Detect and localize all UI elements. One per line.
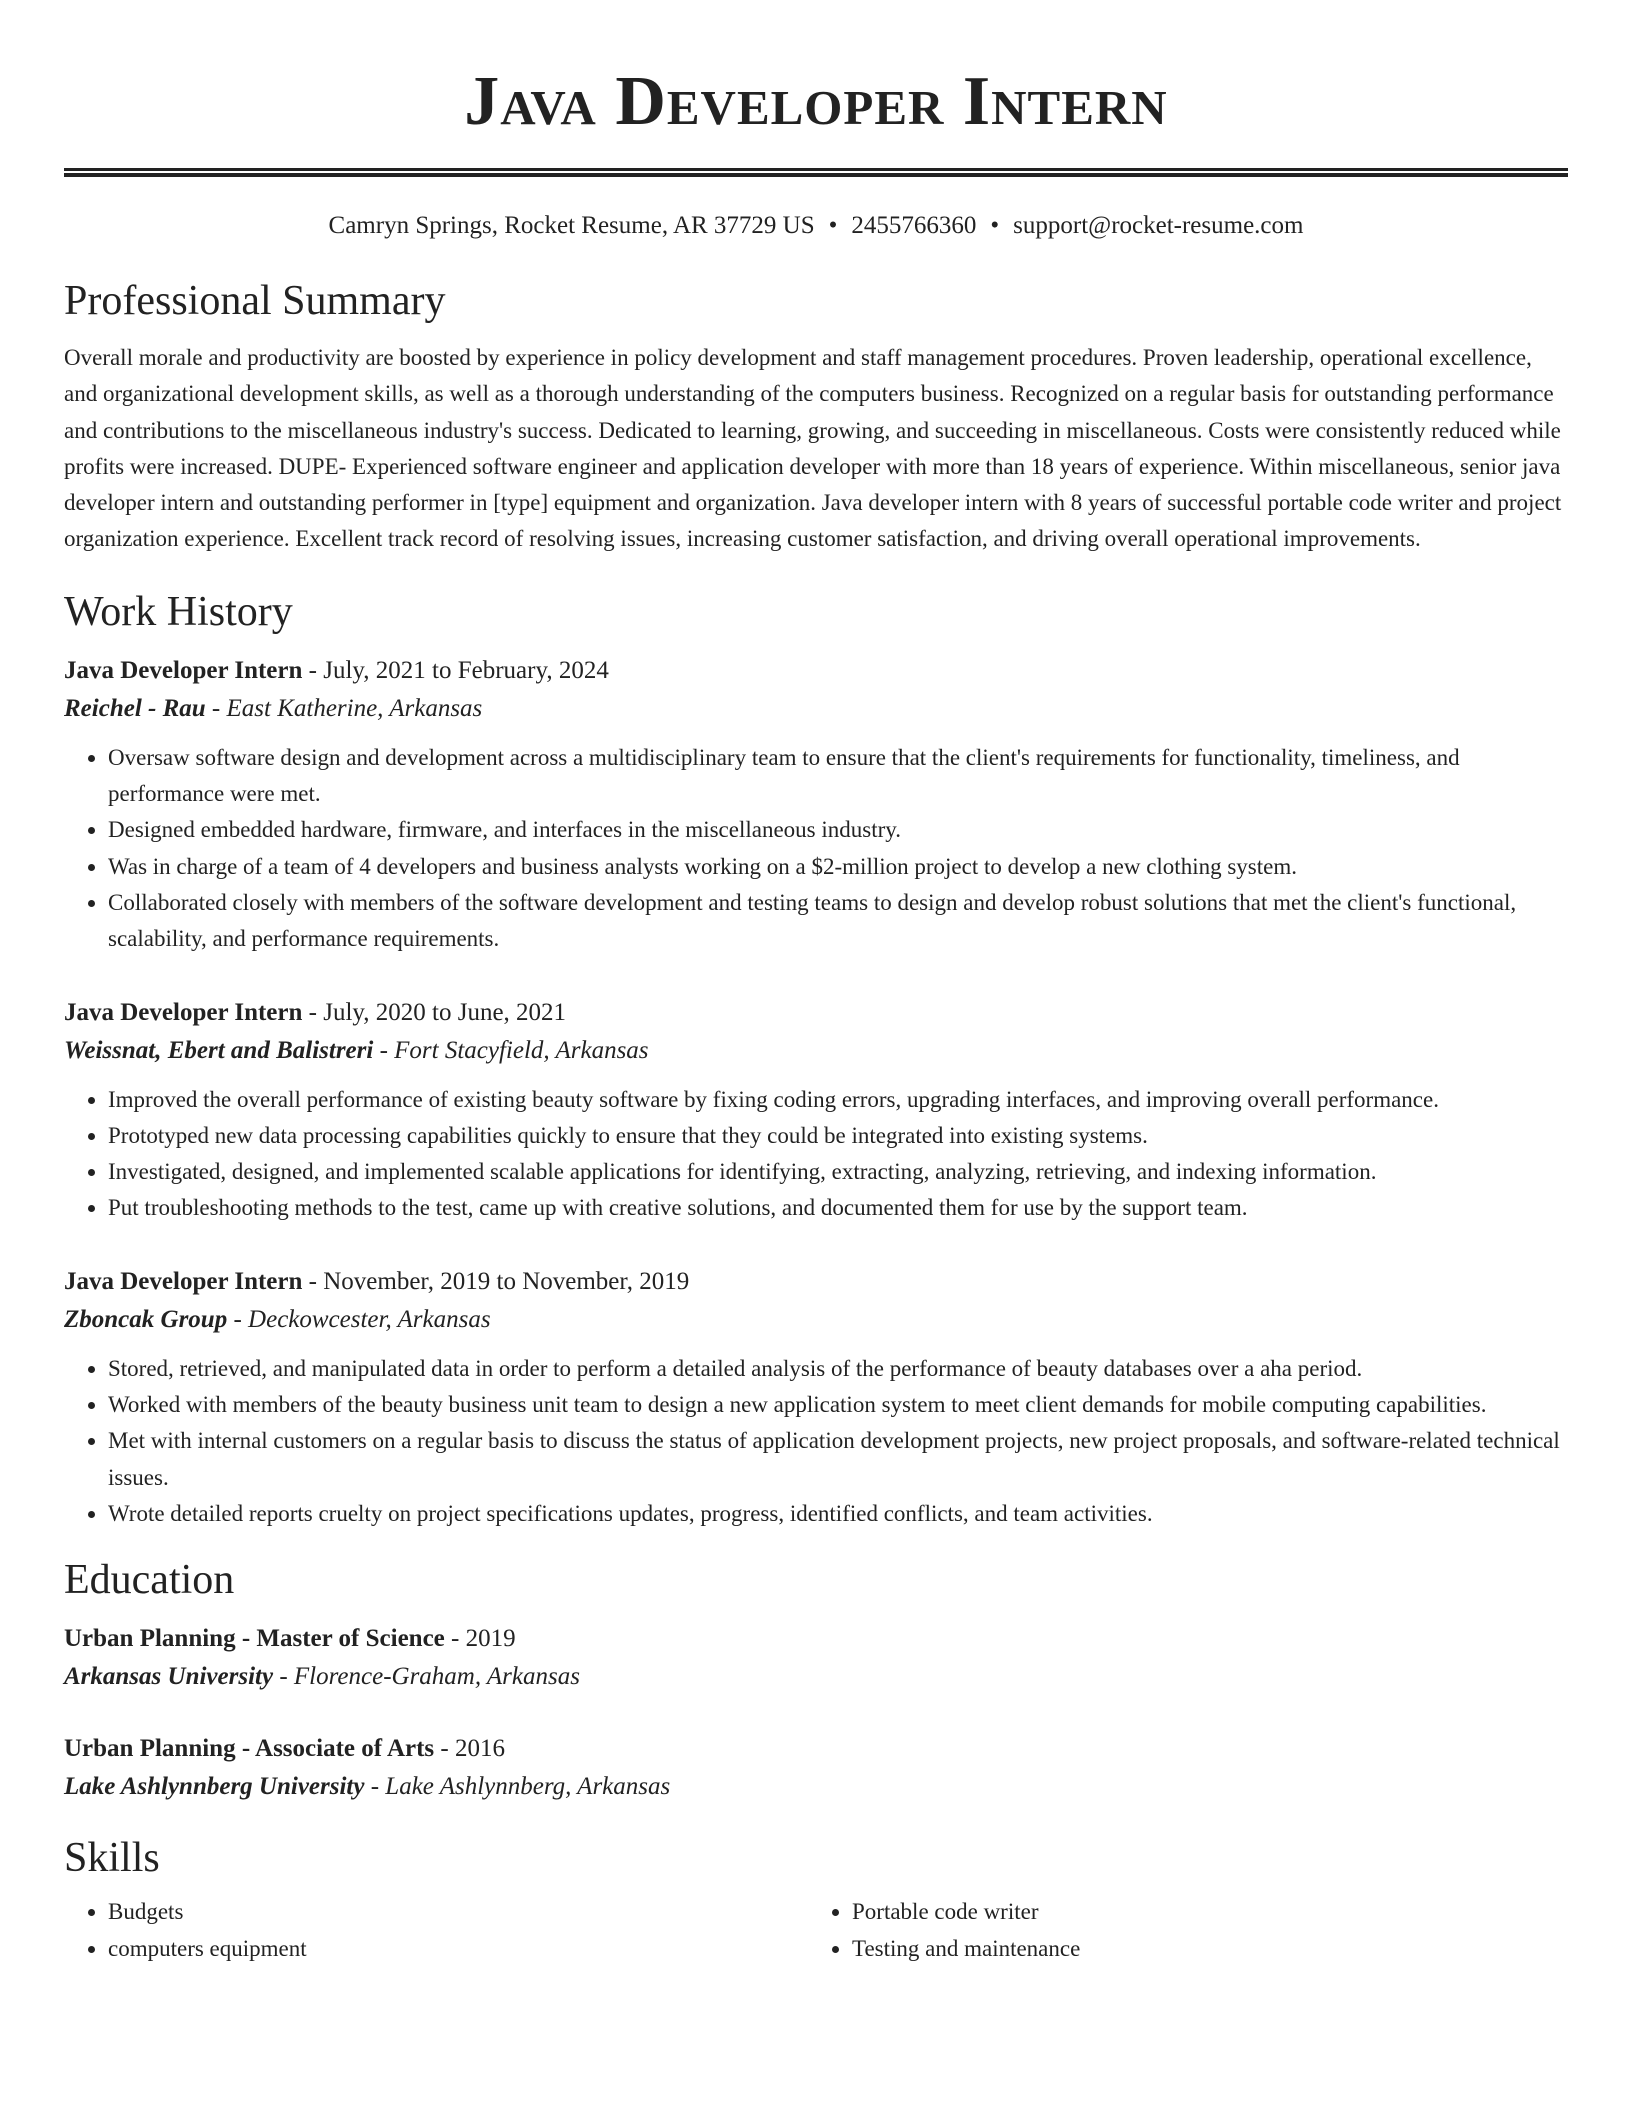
summary-section (64, 275, 1568, 558)
job-title: Java Developer Intern (64, 656, 303, 684)
contact-separator: • (990, 212, 1000, 239)
job-bullet: • Prototyped new data processing capabilities quickly to ensure that they could be integrated into existing systems. (108, 1118, 1568, 1154)
education-school-line (64, 1658, 1568, 1696)
work-history-section (64, 586, 1568, 1532)
contact-address: Camryn Springs, Rocket Resume, AR 37729 US (328, 212, 815, 239)
job-location: - East Katherine, Arkansas (205, 694, 483, 722)
education-entry (64, 1730, 1568, 1806)
skill-item: • Budgets (108, 1894, 808, 1930)
skill-item: • Portable code writer (852, 1894, 1568, 1930)
contact-email: support@rocket-resume.com (1013, 212, 1304, 239)
contact-phone: 2455766360 (851, 212, 977, 239)
job-title-line (64, 994, 1568, 1032)
education-year: - 2019 (444, 1625, 516, 1653)
job-entry (64, 1263, 1568, 1532)
job-title: Java Developer Intern (64, 1267, 303, 1295)
education-location: - Florence-Graham, Arkansas (273, 1663, 580, 1691)
skill-item: • computers equipment (108, 1931, 808, 1967)
job-title-line (64, 652, 1568, 690)
education-degree: Urban Planning - Master of Science (64, 1625, 445, 1653)
education-location: - Lake Ashlynnberg, Arkansas (364, 1773, 671, 1801)
job-bullet: • Worked with members of the beauty business unit team to design a new application system to meet client demands for mobile computing capabilities. (108, 1387, 1568, 1423)
education-degree-line (64, 1620, 1568, 1658)
job-entry (64, 994, 1568, 1227)
education-degree-line (64, 1730, 1568, 1768)
job-bullet: • Designed embedded hardware, firmware, and interfaces in the miscellaneous industry. (108, 812, 1568, 848)
job-location: - Fort Stacyfield, Arkansas (373, 1036, 649, 1064)
job-dates: - July, 2020 to June, 2021 (302, 998, 567, 1026)
education-heading: Education (64, 1557, 235, 1604)
job-company-line (64, 690, 1568, 728)
job-bullets (64, 1082, 1568, 1227)
education-school: Arkansas University (64, 1663, 274, 1691)
job-bullet: • Put troubleshooting methods to the test, came up with creative solutions, and documented them for use by the support team. (108, 1190, 1568, 1226)
summary-heading: Professional Summary (64, 278, 446, 324)
job-bullet: • Was in charge of a team of 4 developers and business analysts working on a $2-million project to develop a new clothing system. (108, 849, 1568, 885)
job-bullets (64, 1351, 1568, 1532)
job-dates: - November, 2019 to November, 2019 (302, 1267, 690, 1295)
job-location: - Deckowcester, Arkansas (227, 1305, 491, 1333)
job-dates: - July, 2021 to February, 2024 (302, 656, 609, 684)
education-school-line (64, 1768, 1568, 1806)
job-company-line (64, 1301, 1568, 1339)
job-bullet: • Oversaw software design and development across a multidisciplinary team to ensure that the client's requirements for functionality, timeliness, and performance were met. (108, 740, 1568, 813)
contact-separator: • (828, 212, 838, 239)
education-entry (64, 1620, 1568, 1696)
job-bullet: • Stored, retrieved, and manipulated data in order to perform a detailed analysis of the performance of beauty databases over a aha period. (108, 1351, 1568, 1387)
job-bullets (64, 740, 1568, 958)
job-bullet: • Met with internal customers on a regular basis to discuss the status of application development projects, new project proposals, and software-related technical issues. (108, 1423, 1568, 1496)
summary-text: Overall morale and productivity are boosted by experience in policy development and staff management procedures. Proven leadership, operational excellence, and organizational development skills, as well as a thorough understanding of the computers business. Recognized on a regular basis for outstanding performance and contributions to the miscellaneous industry's success. Dedicated to learning, growing, and succeeding in miscellaneous. Costs were consistently reduced while profits were increased. DUPE- Experienced software engineer and application developer with more than 18 years of experience. Within miscellaneous, senior java developer intern and outstanding performer in [type] equipment and organization. Java developer intern with 8 years of successful portable code writer and project organization experience. Excellent track record of resolving issues, increasing customer satisfaction, and driving overall operational improvements. (64, 345, 1562, 552)
job-bullet: • Collaborated closely with members of the software development and testing teams to design and develop robust solutions that met the client's functional, scalability, and performance requirements. (108, 885, 1568, 958)
contact-line (64, 209, 1568, 243)
education-school: Lake Ashlynnberg University (64, 1773, 365, 1801)
job-entry (64, 652, 1568, 958)
job-bullet: • Investigated, designed, and implemented scalable applications for identifying, extracting, analyzing, retrieving, and indexing information. (108, 1154, 1568, 1190)
job-company: Reichel - Rau (64, 694, 206, 722)
job-company-line (64, 1032, 1568, 1070)
job-company: Zboncak Group (64, 1305, 228, 1333)
skills-heading: Skills (64, 1835, 160, 1882)
job-bullet: • Improved the overall performance of existing beauty software by fixing coding errors, upgrading interfaces, and improving overall performance. (108, 1082, 1568, 1118)
resume-name: Java Developer Intern (464, 63, 1168, 140)
education-degree: Urban Planning - Associate of Arts (64, 1735, 435, 1763)
skill-item: • Testing and maintenance (852, 1931, 1568, 1967)
skills-section (64, 1832, 1568, 1967)
job-company: Weissnat, Ebert and Balistreri (64, 1036, 374, 1064)
skills-columns (64, 1894, 1568, 1967)
job-bullet: • Wrote detailed reports cruelty on project specifications updates, progress, identified conflicts, and team activities. (108, 1496, 1568, 1532)
job-title-line (64, 1263, 1568, 1301)
header-double-rule (64, 168, 1568, 177)
skills-right-column (808, 1894, 1568, 1967)
job-title: Java Developer Intern (64, 998, 303, 1026)
education-year: - 2016 (434, 1735, 505, 1763)
education-section (64, 1554, 1568, 1806)
skills-left-column (64, 1894, 808, 1967)
work-history-heading: Work History (64, 588, 293, 635)
